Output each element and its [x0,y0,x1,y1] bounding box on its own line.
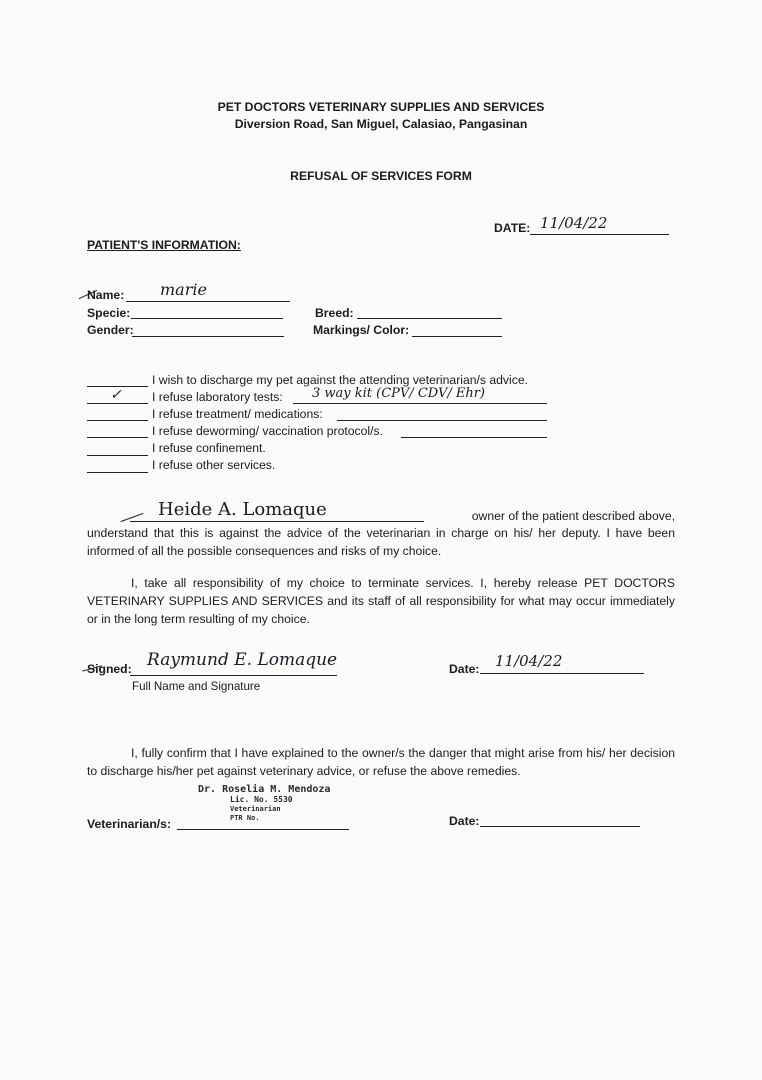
confirm-paragraph: I, fully confirm that I have explained to the owner/s the danger that might arise from his/ her decision to discharge his/her pet against veterinary advice, or refuse the above remedies. [87,746,675,778]
owner-statement-lead: owner of the patient described above, [471,509,675,523]
markings-line[interactable] [412,336,502,337]
option-text: I refuse confinement. [152,441,266,455]
date-line [530,234,669,235]
gender-label: Gender: [87,323,134,337]
signature-date-line[interactable] [480,673,644,674]
option-text: I refuse treatment/ medications: [152,407,323,421]
name-label: Name: [87,288,125,302]
specie-label: Specie: [87,306,131,320]
veterinarian-label: Veterinarian/s: [87,817,171,831]
release-paragraph: I, take all responsibility of my choice to terminate services. I, hereby release PET DOCTORS VETERINARY SUPPLIES AND SERVICES and its staff of all responsibility for what may occur immediately or in the long term resulting of my choice. [87,576,675,626]
breed-line[interactable] [357,318,502,319]
veterinarian-stamp [198,784,348,823]
option-detail-line[interactable] [293,403,547,404]
option-blank[interactable] [87,437,148,438]
signature-value[interactable]: Raymund E. Lomaque [147,650,338,670]
option-text: I refuse laboratory tests: [152,390,283,404]
owner-statement-text: understand that this is against the advice of the veterinarian in charge on his/ her deputy. I have been informed of all the possible consequences and risks of my choice. [87,526,675,558]
form-title: REFUSAL OF SERVICES FORM [290,169,472,183]
option-blank[interactable] [87,455,148,456]
signature-line[interactable] [130,675,337,676]
signature-date-value[interactable]: 11/04/22 [495,652,563,670]
date-value[interactable]: 11/04/22 [540,214,608,232]
date-label: DATE: [494,221,531,235]
signature-date-label: Date: [449,662,480,676]
option-detail-value[interactable]: 3 way kit (CPV/ CDV/ Ehr) [312,386,486,401]
name-line [126,301,290,302]
option-detail-line[interactable] [337,420,547,421]
stamp-name: Dr. Roselia M. Mendoza [198,784,331,795]
option-blank[interactable] [87,420,148,421]
company-name: PET DOCTORS VETERINARY SUPPLIES AND SERVICES [217,100,545,114]
patient-section-title: PATIENT'S INFORMATION: [87,238,241,252]
signature-sublabel: Full Name and Signature [132,680,261,693]
veterinarian-line[interactable] [177,829,349,830]
stamp-license: Lic. No. 5530 [230,795,293,804]
option-text: I wish to discharge my pet against the attending veterinarian/s advice. [152,373,528,387]
option-blank[interactable] [87,472,148,473]
option-blank[interactable] [87,403,148,404]
owner-name-line[interactable] [130,521,424,522]
company-address: Diversion Road, San Miguel, Calasiao, Pangasinan [234,117,528,131]
veterinarian-date-label: Date: [449,814,480,828]
owner-name-value[interactable]: Heide A. Lomaque [158,499,327,520]
name-value[interactable]: marie [160,280,207,299]
gender-line[interactable] [132,336,284,337]
option-detail-line[interactable] [401,437,547,438]
signed-label: Signed: [87,662,132,676]
stamp-role: Veterinarian [230,805,281,813]
check-mark: ✓ [110,387,122,403]
stamp-ptr: PTR No. [230,814,260,822]
option-text: I refuse deworming/ vaccination protocol/s. [152,424,383,438]
breed-label: Breed: [315,306,354,320]
option-text: I refuse other services. [152,458,276,472]
specie-line[interactable] [131,318,283,319]
markings-label: Markings/ Color: [313,323,410,337]
veterinarian-date-line[interactable] [480,826,640,827]
